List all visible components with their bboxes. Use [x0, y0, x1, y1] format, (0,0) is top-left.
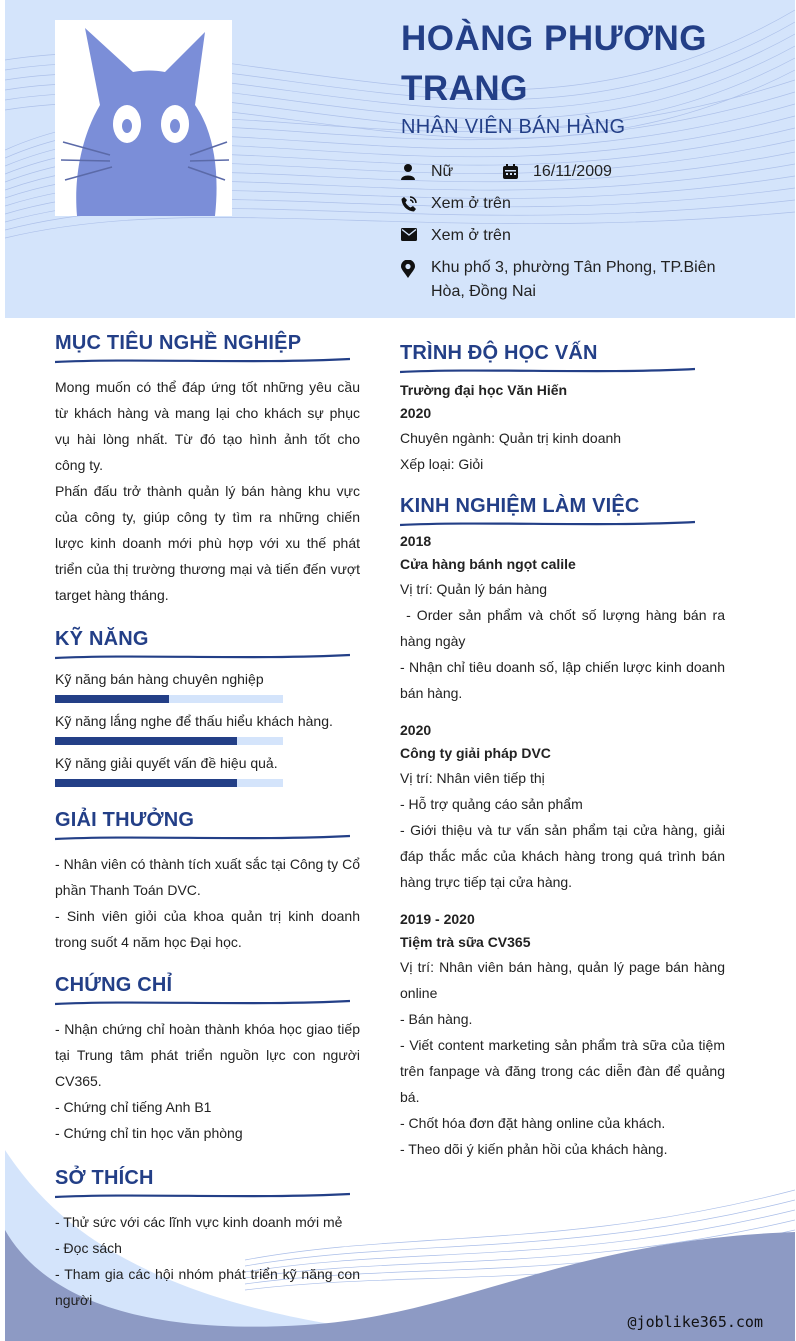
job-line: Vị trí: Quản lý bán hàng — [400, 581, 548, 597]
education-major: Chuyên ngành: Quản trị kinh doanh — [400, 430, 622, 446]
job-company: Cửa hàng bánh ngọt calile — [400, 556, 576, 572]
job-line: Vị trí: Nhân viên tiếp thị — [400, 770, 545, 786]
phone-row — [401, 192, 511, 216]
skill-bar-fill — [55, 737, 237, 745]
job-year: 2019 - 2020 — [400, 911, 475, 927]
education-grade: Xếp loại: Giỏi — [400, 456, 484, 472]
job-year: 2020 — [400, 722, 432, 738]
award-line: - Nhân viên có thành tích xuất sắc tại Công ty Cổ phần Thanh Toán DVC. — [55, 856, 360, 898]
job-entry — [400, 908, 725, 1162]
skill-item — [55, 669, 360, 703]
skill-item — [55, 753, 360, 787]
objective-title: MỤC TIÊU NGHỀ NGHIỆP — [55, 332, 302, 354]
education-school: Trường đại học Văn Hiến — [400, 382, 568, 398]
certificate-line: - Chứng chỉ tiếng Anh B1 — [55, 1099, 212, 1115]
skills-title: KỸ NĂNG — [55, 628, 149, 650]
hobbies-title: SỞ THÍCH — [55, 1167, 154, 1189]
skill-bar-fill — [55, 779, 237, 787]
education-section — [400, 340, 725, 477]
skill-bar-fill — [55, 695, 169, 703]
job-line: - Hỗ trợ quảng cáo sản phẩm — [400, 796, 583, 812]
certificates-section — [55, 972, 360, 1146]
skill-item — [55, 711, 360, 745]
certificate-line: - Chứng chỉ tin học văn phòng — [55, 1125, 243, 1141]
objective-section — [55, 330, 360, 608]
hobbies-section — [55, 1165, 360, 1313]
right-column — [400, 340, 729, 1162]
title-underline — [55, 653, 350, 661]
title-underline — [55, 1192, 350, 1200]
hobby-line: - Tham gia các hội nhóm phát triển kỹ năng con người — [55, 1266, 360, 1308]
title-underline — [55, 834, 350, 842]
awards-title: GIẢI THƯỞNG — [55, 809, 195, 831]
title-underline — [400, 520, 695, 528]
skill-bar — [55, 737, 283, 745]
skills-section — [55, 626, 360, 787]
job-entry — [400, 530, 729, 706]
cv-header — [5, 0, 795, 318]
job-line: - Bán hàng. — [400, 1011, 473, 1027]
job-year: 2018 — [400, 533, 432, 549]
education-title: TRÌNH ĐỘ HỌC VẤN — [400, 342, 598, 364]
objective-text: Mong muốn có thể đáp ứng tốt những yêu cầu từ khách hàng và mang lại cho khách sự phục vụ hài lòng nhất. Từ đó tạo hình ảnh tốt cho công ty. — [55, 379, 360, 473]
phone-icon — [401, 192, 431, 212]
address-value: Khu phố 3, phường Tân Phong, TP.Biên Hòa, Đồng Nai — [431, 259, 716, 300]
job-line: - Giới thiệu và tư vấn sản phẩm tại cửa hàng, giải đáp thắc mắc của khách hàng trong quá trình bán hàng trực tiếp tại cửa hàng. — [400, 822, 725, 890]
job-line: - Viết content marketing sản phẩm trà sữa của tiệm trên fanpage và đăng trong các diễn đàn để quảng bá. — [400, 1037, 725, 1105]
footer-brand: @joblike365.com — [627, 1313, 763, 1331]
avatar — [55, 20, 232, 216]
envelope-icon — [401, 224, 431, 241]
left-column — [55, 330, 360, 1313]
candidate-name: HOÀNG PHƯƠNG TRANG — [401, 19, 708, 108]
gender-value: Nữ — [431, 163, 454, 180]
skill-bar — [55, 695, 283, 703]
job-company: Công ty giải pháp DVC — [400, 745, 551, 761]
skill-bar — [55, 779, 283, 787]
objective-text-2: Phấn đấu trở thành quản lý bán hàng khu vực của công ty, giúp công ty tìm ra những chiến lược kinh doanh mới phù hợp với xu thế phát triển của thị trường thương mại và tiến đến vượt target hàng tháng. — [55, 483, 360, 603]
skill-name: Kỹ năng bán hàng chuyên nghiệp — [55, 671, 264, 687]
map-pin-icon — [401, 256, 431, 278]
cv-page — [5, 0, 795, 1341]
skill-name: Kỹ năng lắng nghe để thấu hiểu khách hàng. — [55, 713, 333, 729]
experience-section — [400, 493, 729, 1162]
title-underline — [400, 367, 695, 375]
job-line: - Theo dõi ý kiến phản hồi của khách hàng. — [400, 1141, 668, 1157]
address-row — [401, 256, 751, 304]
job-line: - Order sản phẩm và chốt số lượng hàng bán ra hàng ngày — [400, 607, 729, 649]
calendar-icon — [503, 160, 533, 179]
birthday-row — [503, 160, 612, 184]
certificate-line: - Nhận chứng chỉ hoàn thành khóa học giao tiếp tại Trung tâm phát triển nguồn lực con người CV365. — [55, 1021, 360, 1089]
awards-section — [55, 807, 360, 955]
hobby-line: - Thử sức với các lĩnh vực kinh doanh mới mẻ — [55, 1214, 343, 1230]
job-line: - Chốt hóa đơn đặt hàng online của khách. — [400, 1115, 666, 1131]
gender-row — [401, 160, 453, 184]
hobby-line: - Đọc sách — [55, 1240, 122, 1256]
email-value: Xem ở trên — [431, 227, 511, 244]
birthday-value: 16/11/2009 — [533, 163, 612, 180]
cat-avatar-icon — [55, 20, 232, 216]
experience-title: KINH NGHIỆM LÀM VIỆC — [400, 495, 640, 517]
award-line: - Sinh viên giỏi của khoa quản trị kinh doanh trong suốt 4 năm học Đại học. — [55, 908, 360, 950]
job-company: Tiệm trà sữa CV365 — [400, 934, 531, 950]
job-position: NHÂN VIÊN BÁN HÀNG — [401, 116, 626, 138]
email-row — [401, 224, 511, 248]
skill-name: Kỹ năng giải quyết vấn đề hiệu quả. — [55, 755, 278, 771]
job-line: - Nhận chỉ tiêu doanh số, lập chiến lược kinh doanh bán hàng. — [400, 659, 725, 701]
title-underline — [55, 357, 350, 365]
user-icon — [401, 160, 431, 180]
education-year: 2020 — [400, 405, 432, 421]
job-entry — [400, 719, 725, 895]
certificates-title: CHỨNG CHỈ — [55, 974, 173, 996]
title-underline — [55, 999, 350, 1007]
job-line: Vị trí: Nhân viên bán hàng, quản lý page bán hàng online — [400, 959, 725, 1001]
phone-value: Xem ở trên — [431, 195, 511, 212]
